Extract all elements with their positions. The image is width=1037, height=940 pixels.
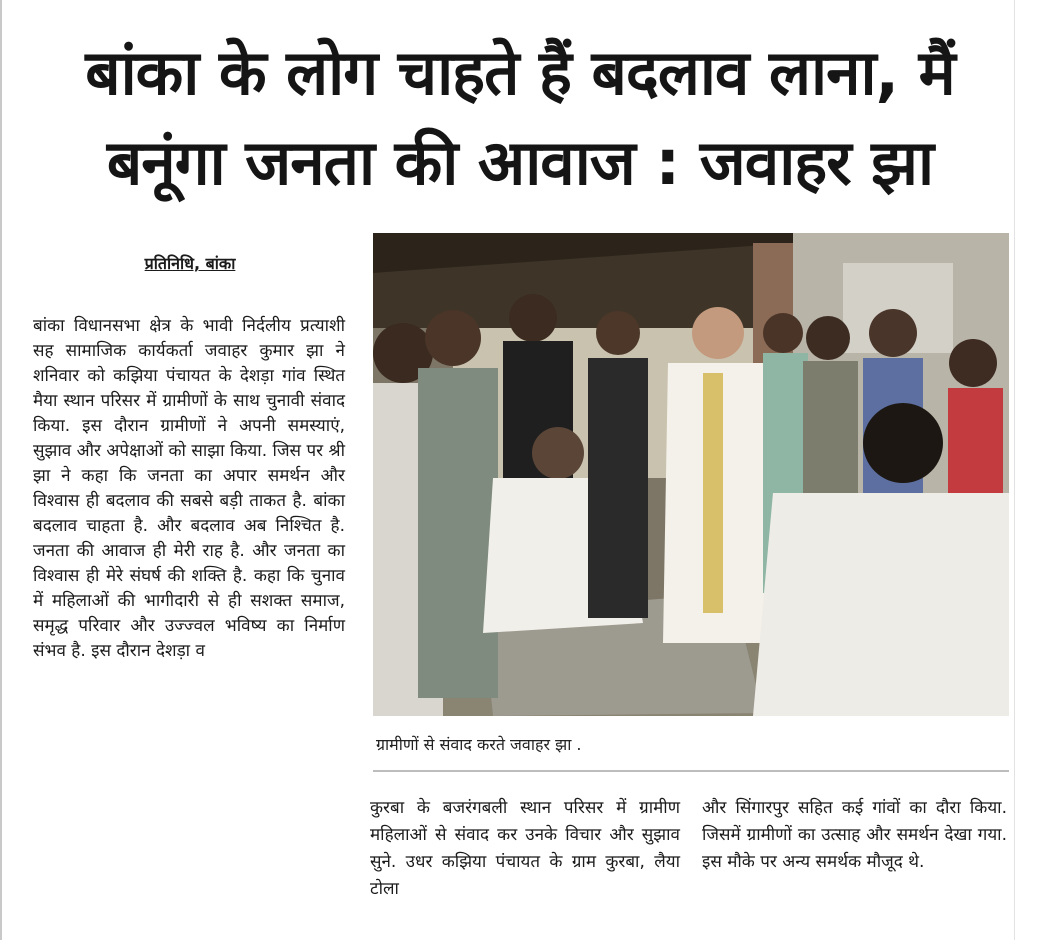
page-left-rule — [0, 0, 2, 940]
byline: प्रतिनिधि, बांका — [144, 254, 236, 273]
news-photo — [373, 233, 1009, 716]
article-column-3 — [702, 795, 1007, 876]
article-column-1 — [33, 314, 345, 664]
article-column-1-text: बांका विधानसभा क्षेत्र के भावी निर्दलीय प्रत्याशी सह सामाजिक कार्यकर्ता जवाहर कुमार झा ने शनिवार को कझिया पंचायत के देशड़ा गांव स्थित मैया स्थान परिसर में ग्रामीणों के साथ चुनावी संवाद किया. इस दौरान ग्रामीणों ने अपनी समस्याएं, सुझाव और अपेक्षाओं को साझा किया. जिस पर श्री झा ने कहा कि जनता का अपार समर्थन और विश्वास ही बदलाव की सबसे बड़ी ताकत है. बांका बदलाव चाहता है. और बदलाव अब निश्चित है. जनता की आवाज ही मेरी राह है. और जनता का विश्वास ही मेरे संघर्ष की शक्ति है. कहा कि चुनाव में महिलाओं की भागीदारी से ही सशक्त समाज, समृद्ध परिवार और उज्ज्वल भविष्य का निर्माण संभव है. इस दौरान देशड़ा व — [33, 316, 345, 661]
caption-divider — [373, 770, 1009, 772]
photo-caption: ग्रामीणों से संवाद करते जवाहर झा . — [376, 735, 582, 754]
article-column-3-text: और सिंगारपुर सहित कई गांवों का दौरा किया. जिसमें ग्रामीणों का उत्साह और समर्थन देखा गया. इस मौके पर अन्य समर्थक मौजूद थे. — [702, 798, 1007, 872]
headline-line-2: बनूंगा जनता की आवाज : जवाहर झा — [106, 126, 934, 199]
article-column-2 — [370, 795, 680, 903]
headline-line-1: बांका के लोग चाहते हैं बदलाव लाना, मैं — [85, 36, 955, 109]
page-right-rule — [1014, 0, 1015, 940]
headline — [30, 28, 1010, 208]
article-column-2-text: कुरबा के बजरंगबली स्थान परिसर में ग्रामीण महिलाओं से संवाद कर उनके विचार और सुझाव सुने. उधर कझिया पंचायत के ग्राम कुरबा, लैया टोला — [370, 798, 680, 899]
